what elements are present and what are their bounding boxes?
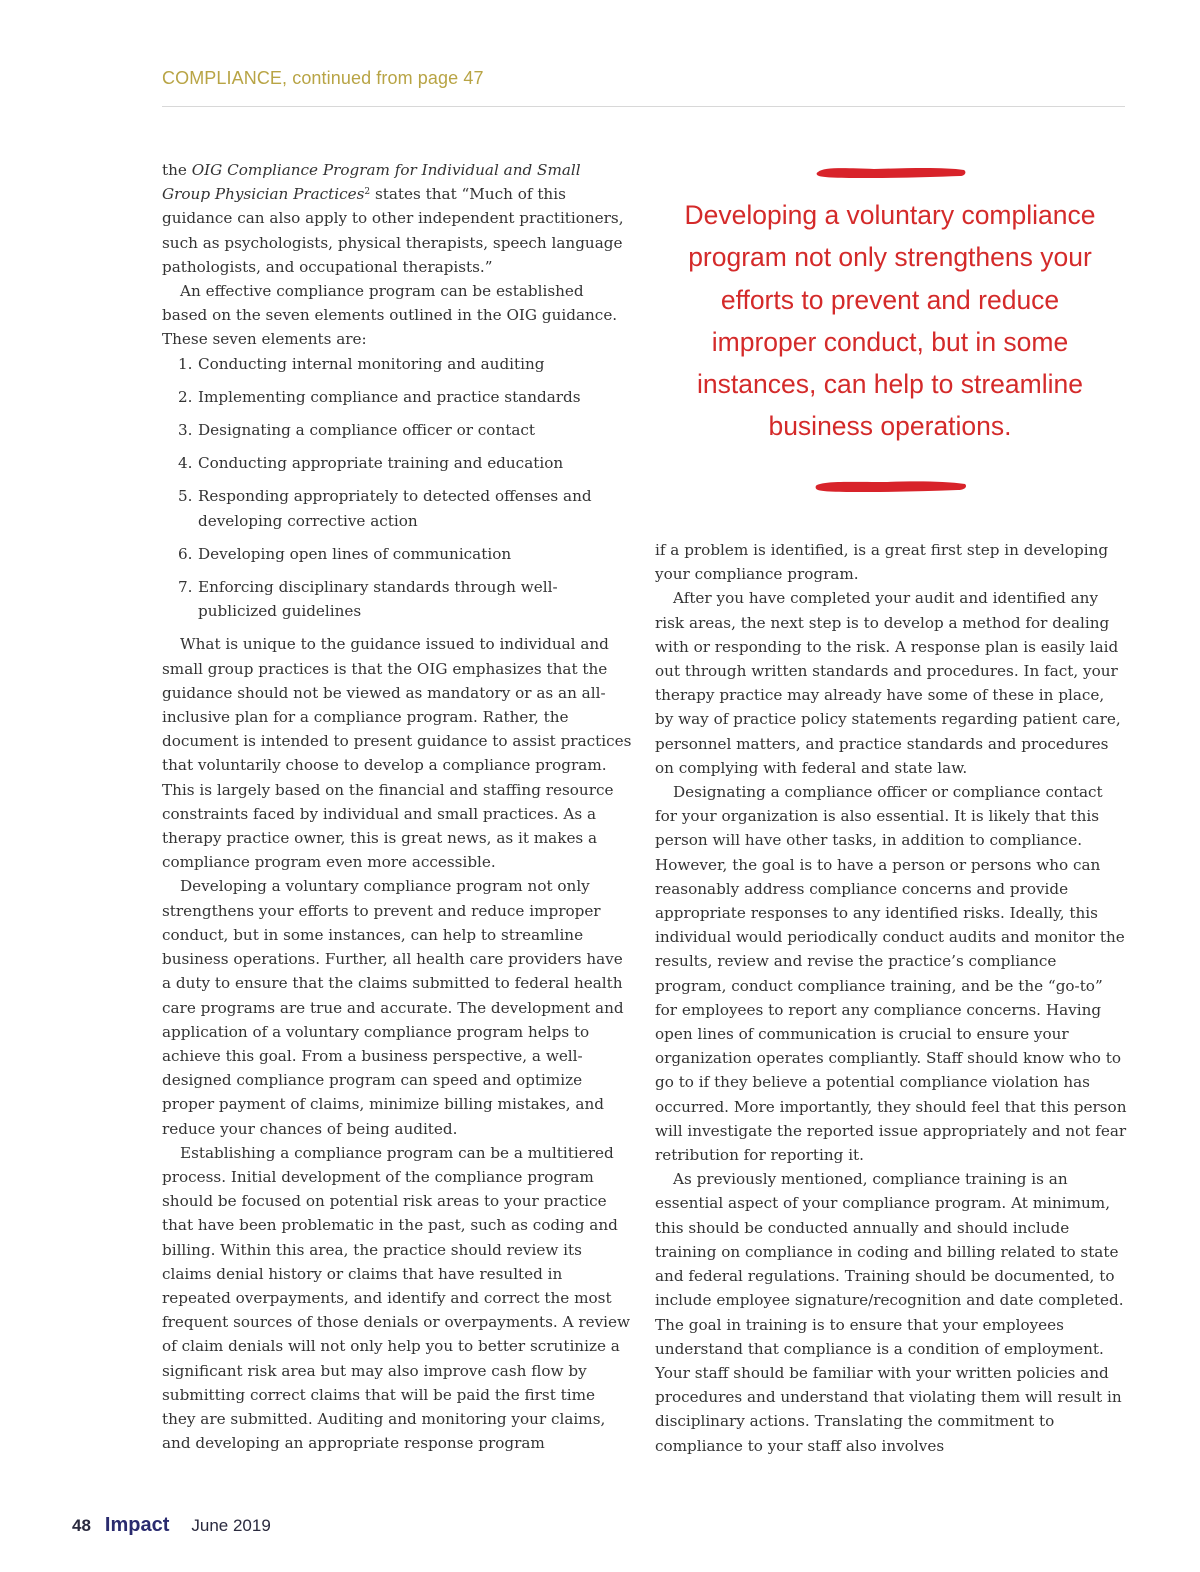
compliance-training-paragraph: As previously mentioned, compliance training is an essential aspect of your compliance program. At minimum, this should be conducted annually and should include training on compliance in coding and billing related to state and federal regulations. Training should be documented, to include employee signature/recognition and date completed. The goal in training is to ensure that your employees understand that compliance is a condition of employment. Your staff should be familiar with your written policies and procedures and understand that violating them will result in disciplinary actions. Translating the commitment to compliance to your staff also involves — [655, 1170, 1124, 1455]
unique-guidance-paragraph: What is unique to the guidance issued to individual and small group practices is that the OIG emphasizes that the guidance should not be viewed as mandatory or as an all-inclusive plan for a compliance program. Rather, the document is intended to present guidance to assist practices that voluntarily choose to develop a compliance program. This is largely based on the financial and staffing resource constraints faced by individual and small practices. As a therapy practice owner, this is great news, as it makes a compliance program even more accessible. — [162, 635, 632, 872]
right-column — [655, 538, 1127, 1458]
issue-date: June 2019 — [191, 1516, 271, 1535]
pullquote-bottom-brush — [814, 477, 968, 495]
compliance-officer-paragraph: Designating a compliance officer or compliance contact for your organization is also essential. It is likely that this person will have other tasks, in addition to compliance. However, the goal is to have a person or persons who can reasonably address compliance concerns and provide appropriate responses to any identified risks. Ideally, this individual would periodically conduct audits and monitor the results, review and revise the practice’s compliance program, conduct compliance training, and be the “go-to” for employees to report any compliance concerns. Having open lines of communication is crucial to ensure your organization operates compliantly. Staff should know who to go to if they believe a potential compliance violation has occurred. More importantly, they should feel that this person will investigate the reported issue appropriately and not fear retribution for reporting it. — [655, 783, 1127, 1165]
continued-header: COMPLIANCE, continued from page 47 — [162, 68, 484, 88]
element-number: 1. — [178, 354, 193, 373]
element-text: Enforcing disciplinary standards through well-publicized guidelines — [198, 578, 558, 621]
element-list-item — [178, 352, 632, 376]
oig-program-title: OIG Compliance Program for Individual and Small Group Physician Practices — [162, 161, 581, 204]
intro-prefix: the — [162, 161, 192, 179]
pullquote-top-brush — [814, 163, 968, 181]
first-step-paragraph: if a problem is identified, is a great first step in developing your compliance program. — [655, 541, 1109, 584]
element-list-item — [178, 542, 632, 566]
page-number: 48 — [72, 1516, 91, 1535]
element-number: 7. — [178, 578, 193, 597]
element-text: Developing open lines of communication — [198, 544, 512, 563]
element-number: 4. — [178, 454, 193, 473]
voluntary-program-paragraph: Developing a voluntary compliance program not only strengthens your efforts to prevent and reduce improper conduct, but in some instances, can help to streamline business operations. Further, all health care providers have a duty to ensure that the claims submitted to federal health care programs are true and accurate. The development and application of a voluntary compliance program helps to achieve this goal. From a business perspective, a well-designed compliance program can speed and optimize proper payment of claims, minimize billing mistakes, and reduce your chances of being audited. — [162, 877, 624, 1138]
page-footer — [72, 1514, 271, 1538]
element-number: 2. — [178, 387, 193, 406]
header-divider — [162, 106, 1125, 107]
left-column — [162, 158, 632, 1455]
pull-quote: Developing a voluntary compliance program not only strengthens your efforts to prevent and reduce improper conduct, but in some instances, can help to streamline business operations. — [684, 200, 1096, 442]
intro-paragraph — [162, 158, 632, 279]
element-list-item — [178, 484, 632, 532]
element-text: Conducting internal monitoring and auditing — [198, 354, 545, 373]
seven-elements-intro: An effective compliance program can be established based on the seven elements outlined in the OIG guidance. These seven elements are: — [162, 282, 618, 349]
magazine-brand: Impact — [104, 1514, 170, 1536]
element-number: 6. — [178, 544, 193, 563]
element-list-item — [178, 451, 632, 475]
response-plan-paragraph: After you have completed your audit and identified any risk areas, the next step is to develop a method for dealing with or responding to the risk. A response plan is easily laid out through written standards and procedures. In fact, your therapy practice may already have some of these in place, by way of practice policy statements regarding patient care, personnel matters, and practice standards and procedures on complying with federal and state law. — [655, 589, 1121, 777]
intro-rest: states that “Much of this guidance can also apply to other independent practitioners, such as psychologists, physical therapists, speech language pathologists, and occupational therapists.” — [162, 185, 624, 276]
element-list-item — [178, 385, 632, 409]
element-number: 3. — [178, 421, 193, 440]
element-text: Designating a compliance officer or contact — [198, 421, 535, 440]
element-list-item — [178, 418, 632, 442]
element-text: Implementing compliance and practice standards — [198, 387, 581, 406]
seven-elements-list — [162, 352, 632, 624]
element-text: Conducting appropriate training and education — [198, 454, 564, 473]
element-list-item — [178, 575, 632, 623]
element-number: 5. — [178, 487, 193, 506]
footnote-ref: 2 — [364, 187, 371, 198]
multitiered-process-paragraph: Establishing a compliance program can be a multitiered process. Initial development of the compliance program should be focused on potential risk areas to your practice that have been problematic in the past, such as coding and billing. Within this area, the practice should review its claims denial history or claims that have resulted in repeated overpayments, and identify and correct the most frequent sources of those denials or overpayments. A review of claim denials will not only help you to better scrutinize a significant risk area but may also improve cash flow by submitting correct claims that will be paid the first time they are submitted. Auditing and monitoring your claims, and developing an appropriate response program — [162, 1143, 631, 1453]
element-text: Responding appropriately to detected offenses and developing corrective action — [198, 487, 592, 530]
